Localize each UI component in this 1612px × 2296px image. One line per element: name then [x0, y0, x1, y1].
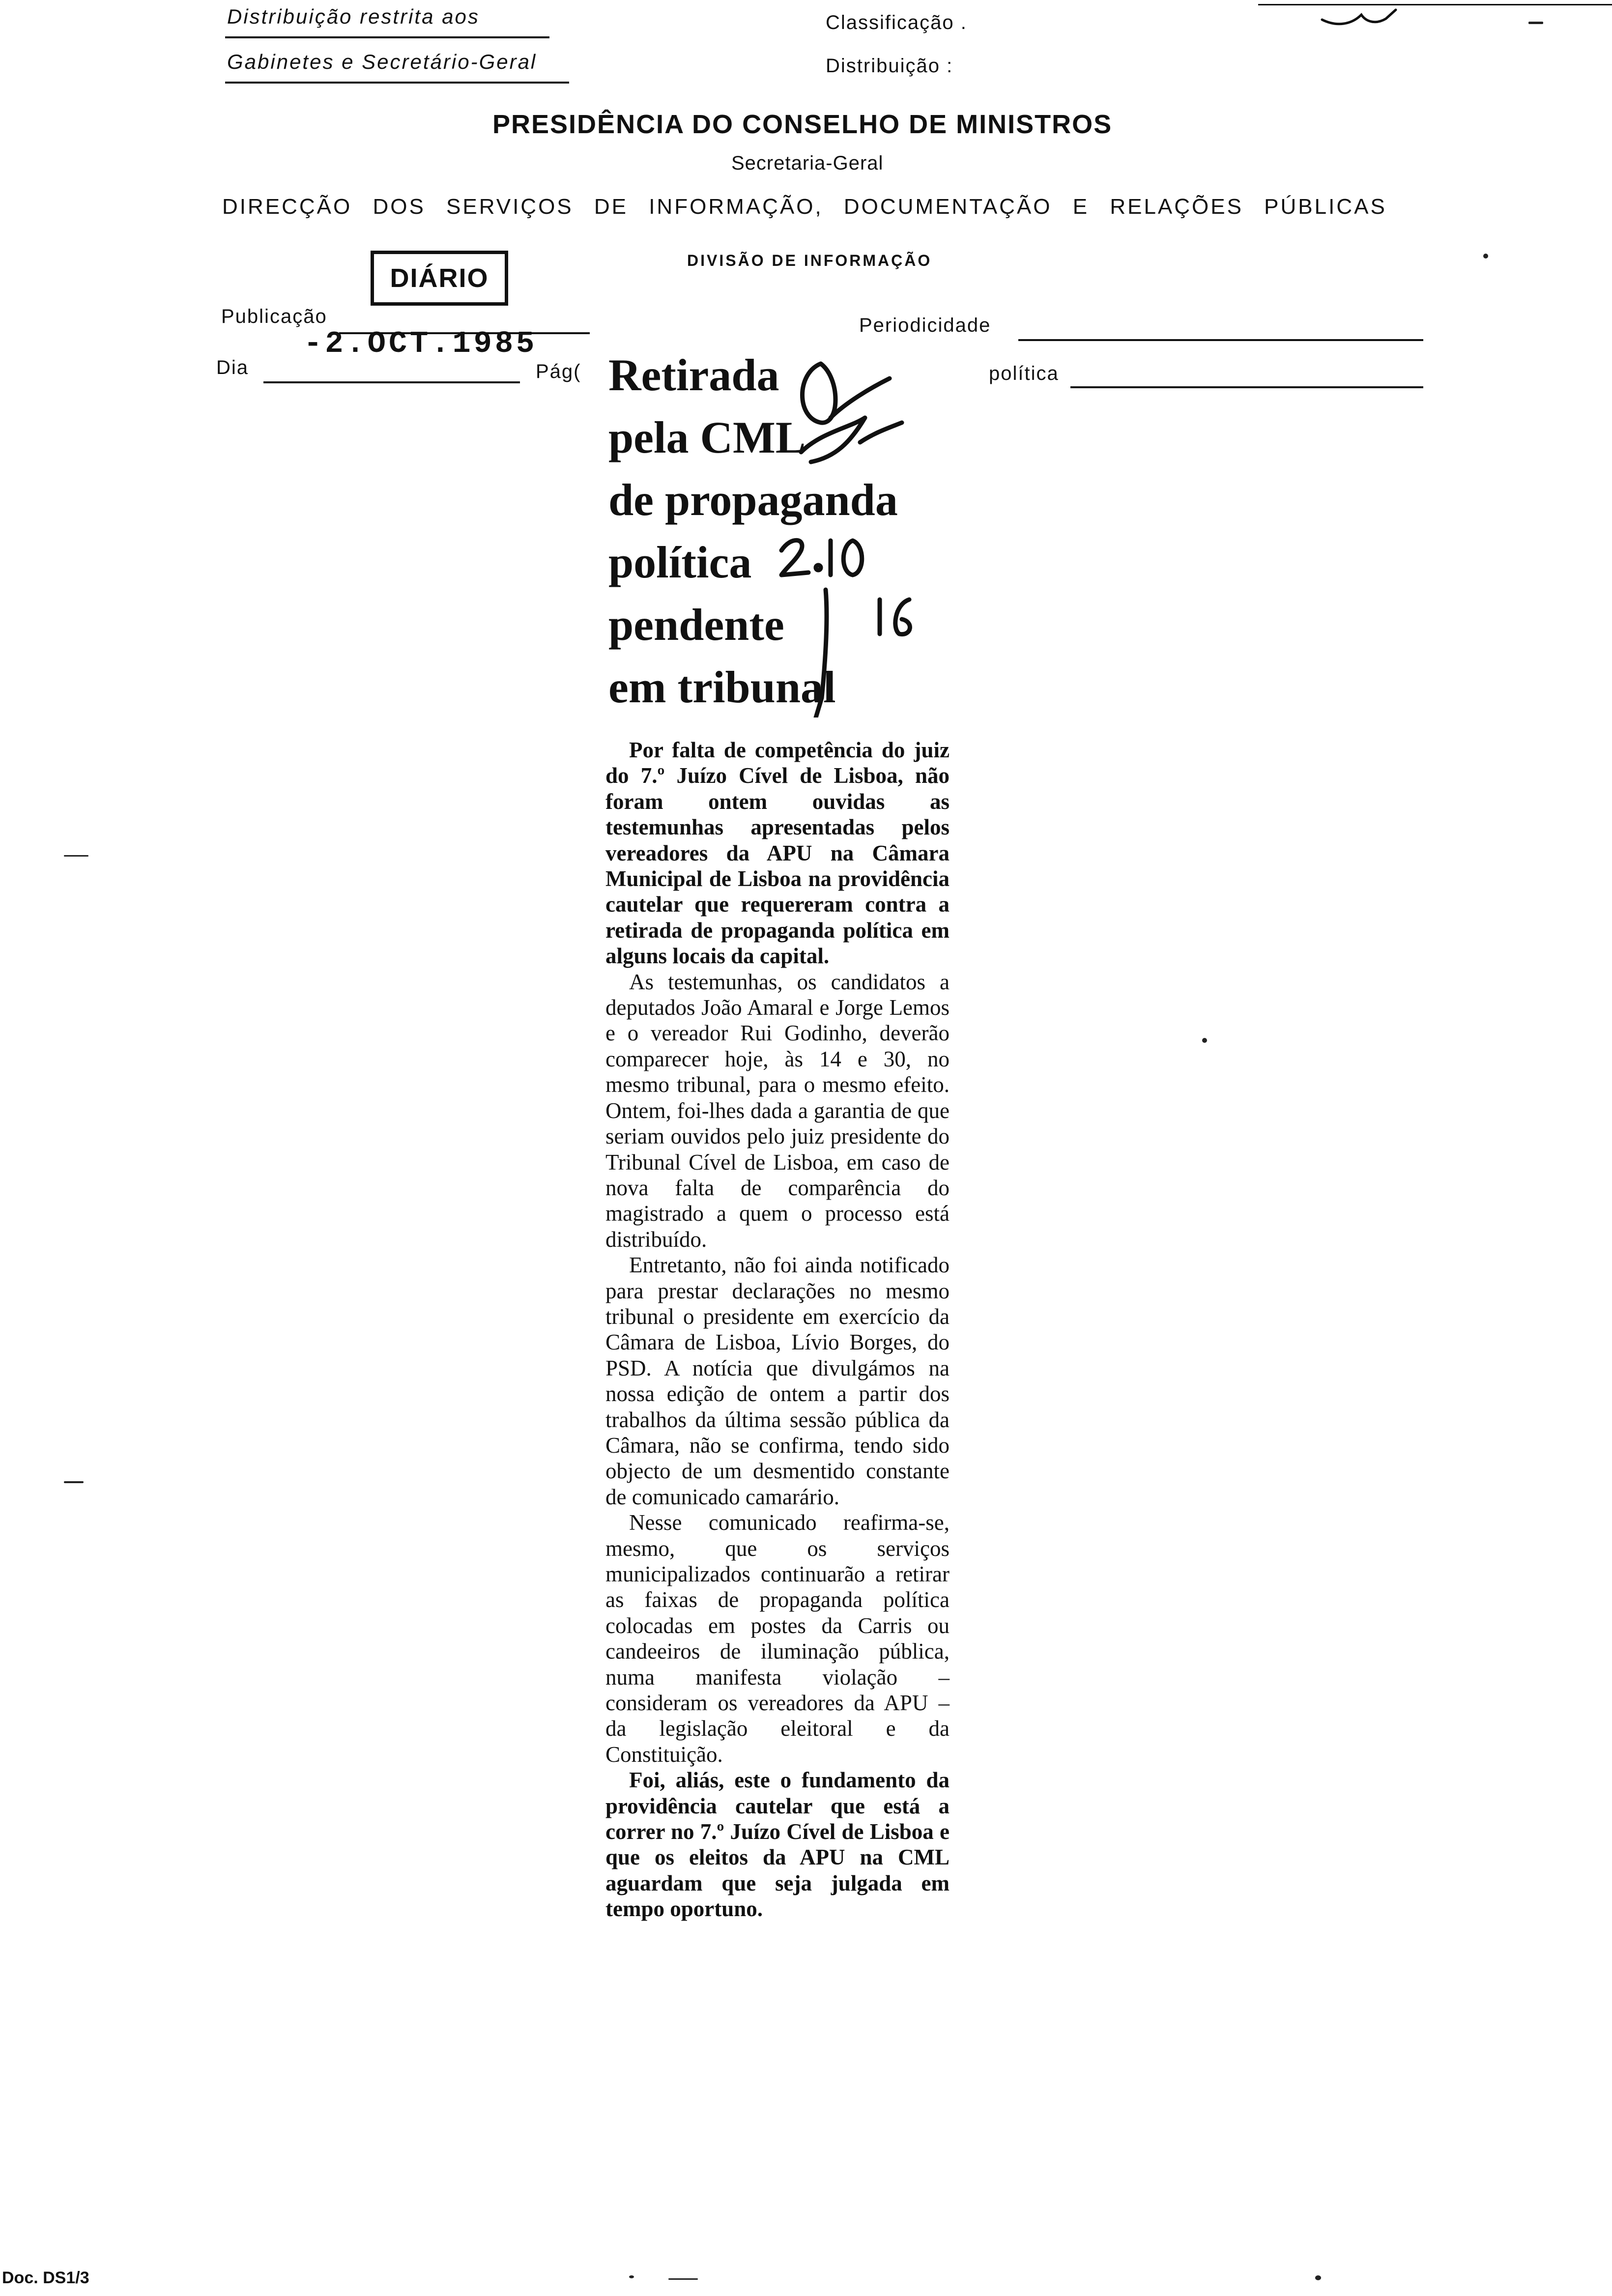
article-headline: [608, 344, 898, 718]
headline-line-1: Retirada: [608, 350, 779, 400]
date-stamp: -2.OCT.1985: [304, 326, 538, 361]
secretariat-subtitle: Secretaria-Geral: [731, 152, 884, 174]
article-paragraph-1: Por falta de competência do juiz do 7.º Juízo Cível de Lisboa, não foram ontem ouvidas as testemunhas apresentadas pelos vereadores da APU na Câmara Municipal de Lisboa na providência cautelar que requereram contra a retirada de propaganda política em alguns locais da capital.: [605, 738, 950, 969]
headline-line-5: pendente: [608, 600, 784, 650]
article-paragraph-2: As testemunhas, os candidatos a deputados João Amaral e Jorge Lemos e o vereador Rui Godinho, deverão comparecer hoje, às 14 e 30, no mesmo tribunal, para o mesmo efeito. Ontem, foi-lhes dada a garantia de que seriam ouvidos pelo juiz presidente do Tribunal Cível de Lisboa, em caso de nova falta de comparência do magistrado a quem o processo está distribuído.: [605, 969, 950, 1252]
page-label: Pág(: [536, 361, 581, 382]
corner-scribble-icon: [1317, 5, 1406, 29]
publication-label: Publicação: [221, 306, 327, 327]
headline-line-3: de propaganda: [608, 475, 898, 525]
distribution-label: Distribuição :: [826, 55, 953, 77]
distribution-note-line1: Distribuição restrita aos: [227, 5, 480, 28]
directorate-line: DIRECÇÃO DOS SERVIÇOS DE INFORMAÇÃO, DOCUMENTAÇÃO E RELAÇÕES PÚBLICAS: [222, 195, 1387, 219]
division-line: DIVISÃO DE INFORMAÇÃO: [687, 252, 932, 269]
periodicity-blank: [1018, 339, 1423, 341]
top-right-rule: [1258, 4, 1612, 5]
distribution-note-line2: Gabinetes e Secretário-Geral: [227, 50, 537, 73]
scan-speck: [64, 1481, 84, 1483]
scan-speck: [1202, 1038, 1207, 1043]
headline-line-4: política: [608, 537, 752, 587]
scan-speck: [668, 2278, 698, 2280]
subject-label: política: [989, 363, 1059, 384]
distribution-note-rule-2: [225, 82, 569, 84]
publication-stamp: [371, 251, 508, 306]
day-label: Dia: [216, 357, 249, 378]
periodicity-label: Periodicidade: [859, 315, 991, 336]
distribution-note-rule-1: [225, 36, 549, 38]
scan-speck: [1483, 254, 1488, 258]
publication-stamp-text: DIÁRIO: [390, 263, 489, 293]
headline-line-2: pela CML: [608, 412, 806, 462]
scan-speck: [629, 2275, 634, 2278]
article-paragraph-5: Foi, aliás, este o fundamento da providência cautelar que está a correr no 7.º Juízo Cível de Lisboa e que os eleitos da APU na CML aguardam que seja julgada em tempo oportuno.: [605, 1768, 950, 1922]
article-paragraph-3: Entretanto, não foi ainda notificado para prestar declarações no mesmo tribunal o presidente em exercício da Câmara de Lisboa, Lívio Borges, do PSD. A notícia que divulgámos na nossa edição de ontem a partir dos trabalhos da última sessão pública da Câmara, não se confirma, tendo sido objecto de um desmentido constante de comunicado camarário.: [605, 1253, 950, 1509]
scan-speck: [64, 855, 88, 857]
scan-speck: [1528, 22, 1543, 24]
day-blank: [263, 381, 520, 383]
subject-blank: [1070, 386, 1423, 388]
article-paragraph-4: Nesse comunicado reafirma-se, mesmo, que os serviços municipalizados continuarão a retirar as faixas de propaganda política colocadas em postes da Carris ou candeeiros de iluminação pública, numa manifesta violação – consideram os vereadores da APU – da legislação eleitoral e da Constituição.: [605, 1510, 950, 1767]
scan-speck: [1315, 2275, 1321, 2280]
article-body: [605, 737, 950, 1922]
classification-label: Classificação .: [826, 12, 967, 33]
headline-line-6: em tribunal: [608, 662, 836, 712]
institution-title: PRESIDÊNCIA DO CONSELHO DE MINISTROS: [492, 110, 1113, 139]
document-code: Doc. DS1/3: [2, 2268, 89, 2287]
